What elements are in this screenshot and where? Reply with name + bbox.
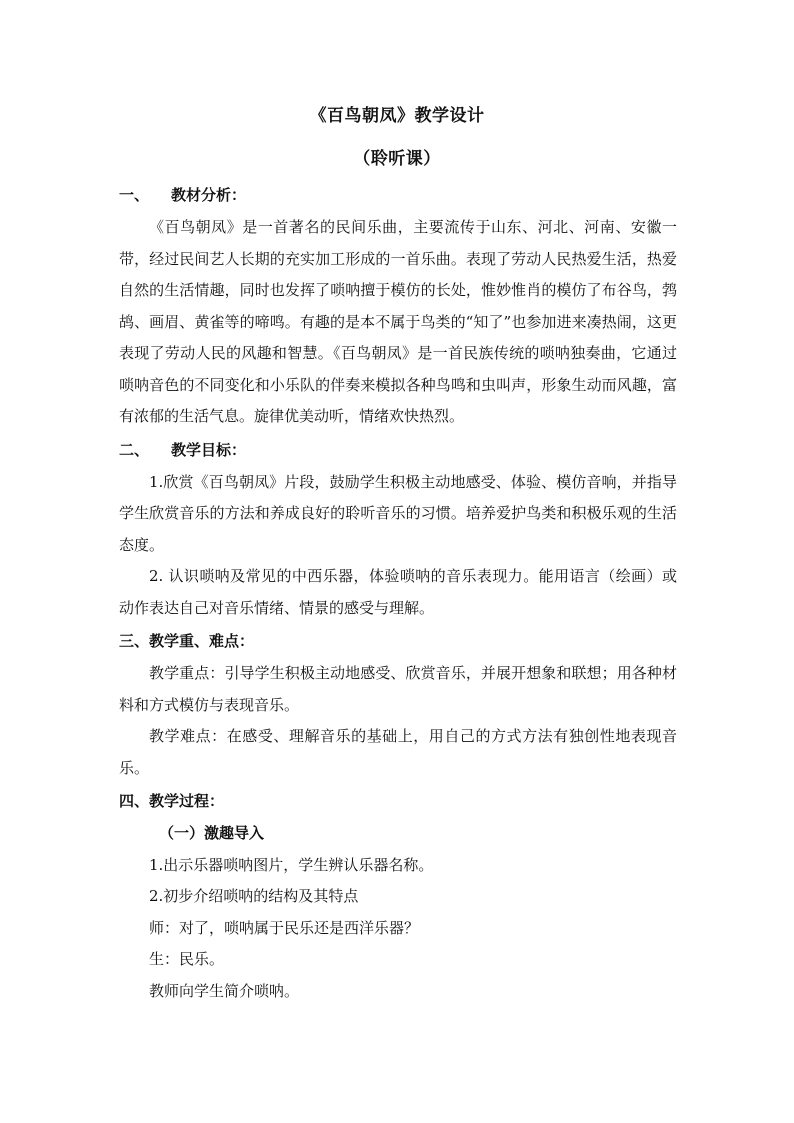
paragraph: 教学难点：在感受、理解音乐的基础上，用自己的方式方法有独创性地表现音乐。 [119,727,677,777]
list-item: 教师向学生简介唢呐。 [149,981,300,1000]
section-number: 三、 [119,632,150,650]
section-heading-key-points [119,624,677,658]
page-subtitle: （聆听课） [353,149,441,169]
section-number: 一、 [119,186,150,204]
section-heading-analysis [119,178,677,212]
list-item: 2.初步介绍唢呐的结构及其特点 [149,887,359,905]
section-title: 教材分析： [171,186,247,204]
section-title: 教学重、难点： [149,632,255,650]
section-heading-objectives [119,433,677,467]
paragraph: 教学重点：引导学生积极主动地感受、欣赏音乐，并展开想象和联想；用各种材料和方式模仿与表现音乐。 [119,664,677,714]
document-body [119,178,677,1007]
sub-heading: （一）激趣导入 [159,824,265,842]
list-item: 生：民乐。 [149,950,225,968]
list-item: 师：对了，唢呐属于民乐还是西洋乐器？ [149,918,420,937]
section-title: 教学过程： [149,792,225,810]
section-heading-process [119,784,677,818]
section-number: 四、 [119,792,150,810]
paragraph: 《百鸟朝凤》是一首著名的民间乐曲，主要流传于山东、河北、河南、安徽一带，经过民间艺人长期的充实加工形成的一首乐曲。表现了劳动人民热爱生活，热爱自然的生活情趣，同时也发挥了唢呐擅于模仿的长处，惟妙惟肖的模仿了布谷鸟，鹁鸪、画眉、黄雀等的啼鸣。有趣的是本不属于鸟类的“知了”也参加进来凑热闹，这更表现了劳动人民的风趣和智慧。《百鸟朝凤》是一首民族传统的唢呐独奏曲，它通过唢呐音色的不同变化和小乐队的伴奏来模拟各种鸟鸣和虫叫声，形象生动而风趣，富有浓郁的生活气息。旋律优美动听，情绪欢快热烈。 [119,218,677,425]
paragraph: 2. 认识唢呐及常见的中西乐器，体验唢呐的音乐表现力。能用语言（绘画）或动作表达自己对音乐情绪、情景的感受与理解。 [119,567,677,617]
page-title: 《百鸟朝凤》教学设计 [309,106,485,126]
section-title: 教学目标： [171,440,247,459]
section-number: 二、 [119,440,150,459]
paragraph: 1.欣赏《百鸟朝凤》片段，鼓励学生积极主动地感受、体验、模仿音响，并指导学生欣赏音乐的方法和养成良好的聆听音乐的习惯。培养爱护鸟类和积极乐观的生活态度。 [119,472,677,554]
list-item: 1.出示乐器唢呐图片，学生辨认乐器名称。 [149,855,434,874]
